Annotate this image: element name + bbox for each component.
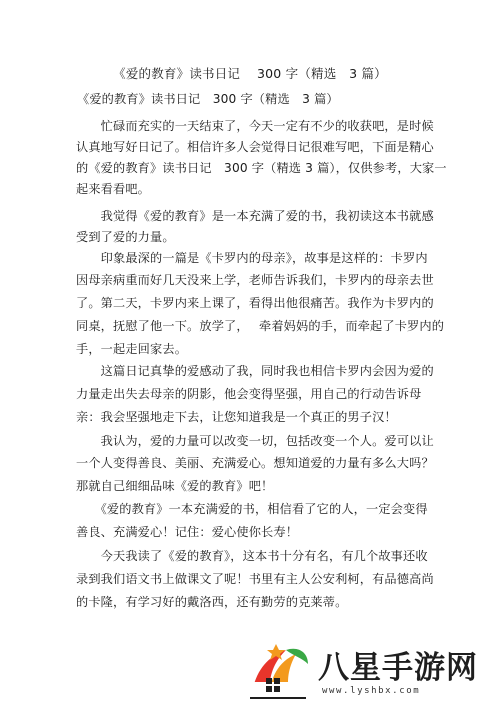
text-line: 那就自己细细品味《爱的教育》吧！ — [76, 479, 274, 493]
site-watermark — [246, 642, 496, 704]
text-line: 善良、充满爱心！记住：爱心使你长寿！ — [76, 525, 299, 539]
watermark-site-url: www.lyshbx.com — [322, 686, 421, 696]
text-line: 力量走出失去母亲的阴影，他会变得坚强，用自己的行动告诉母 — [76, 387, 422, 401]
text-line: 今天我读了《爱的教育》，这本书十分有名，有几个故事还收 — [76, 549, 428, 563]
text-line: 亲：我会坚强地走下去，让您知道我是一个真正的男子汉！ — [76, 410, 397, 424]
text-line: 的卡隆，有学习好的戴洛西，还有勤劳的克莱蒂。 — [76, 595, 348, 609]
text-line: 我认为，爱的力量可以改变一切，包括改变一个人。爱可以让 — [76, 434, 434, 448]
text-line: 《爱的教育》一本充满爱的书，相信看了它的人，一定会变得 — [76, 502, 428, 516]
site-logo-icon — [246, 642, 312, 704]
text-line: 手，一起走回家去。 — [76, 342, 188, 356]
text-line: 我觉得《爱的教育》是一本充满了爱的书，我初读这本书就感 — [76, 209, 434, 223]
watermark-site-name: 八星手游网 — [318, 650, 478, 686]
text-line: 这篇日记真挚的爱感动了我，同时我也相信卡罗内会因为爱的 — [76, 364, 434, 378]
text-line: 忙碌而充实的一天结束了，今天一定有不少的收获吧，是时候 — [76, 119, 434, 133]
text-line: 因母亲病重而好几天没来上学，老师告诉我们，卡罗内的母亲去世 — [76, 273, 434, 287]
text-line: 的《爱的教育》读书日记 300 字（精选 3 篇），仅供参考，大家一 — [76, 161, 447, 175]
text-line: 印象最深的一篇是《卡罗内的母亲》，故事是这样的：卡罗内 — [76, 251, 428, 265]
text-line: 受到了爱的力量。 — [76, 230, 175, 244]
text-line: 录到我们语文书上做课文了呢！书里有主人公安利柯，有品德高尚 — [76, 572, 434, 586]
document-title: 《爱的教育》读书日记 300 字（精选 3 篇） — [113, 66, 387, 81]
text-line: 一个人变得善良、美丽、充满爱心。想知道爱的力量有多么大吗？ — [76, 456, 434, 470]
text-line: 同桌，抚慰了他一下。放学了， 牵着妈妈的手，而牵起了卡罗内的 — [76, 319, 445, 333]
text-line: 起来看看吧。 — [76, 182, 151, 196]
text-line: 了。第二天，卡罗内来上课了，看得出他很痛苦。我作为卡罗内的 — [76, 296, 434, 310]
text-line: 《爱的教育》读书日记 300 字（精选 3 篇） — [77, 92, 339, 106]
text-line: 认真地写好日记了。相信许多人会觉得日记很难写吧，下面是精心 — [76, 140, 434, 154]
